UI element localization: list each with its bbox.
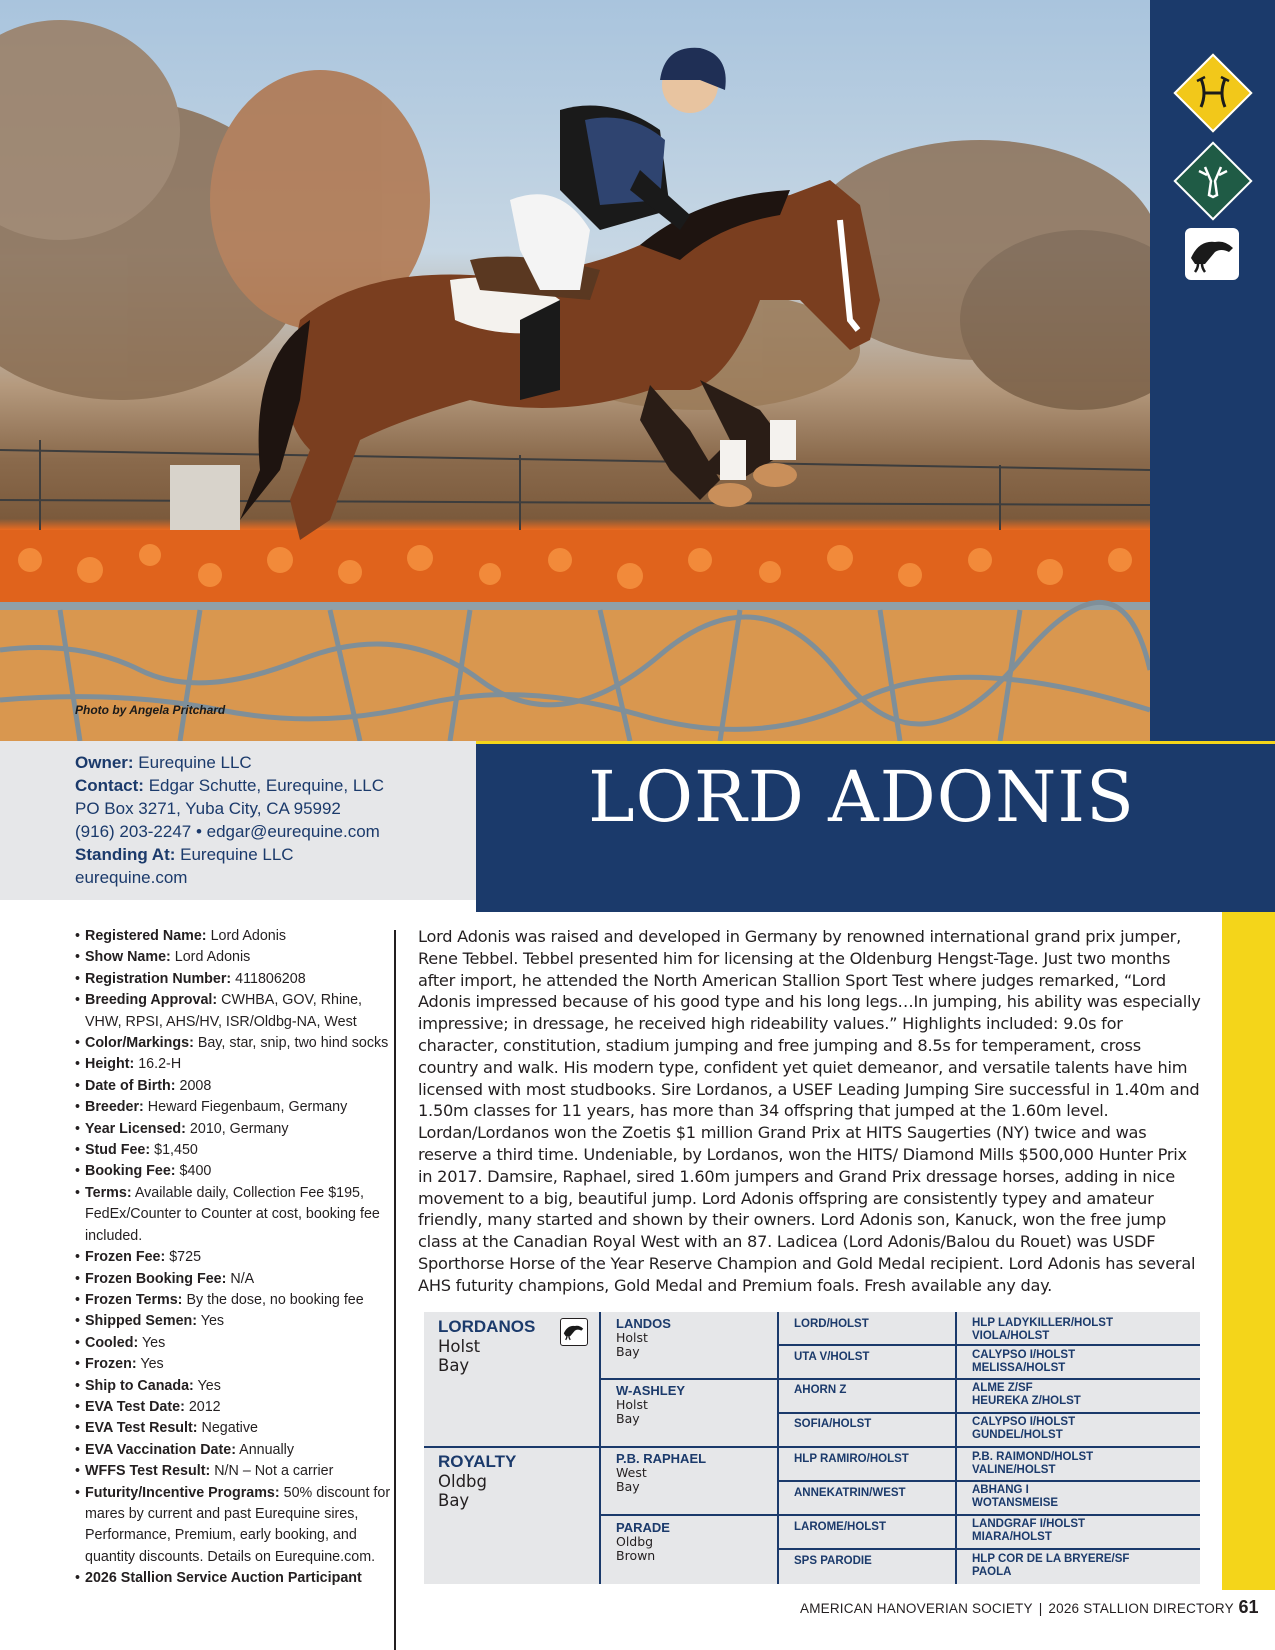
stat-item (75, 1333, 395, 1354)
gen4-sire: HLP LADYKILLER/HOLST (972, 1317, 1113, 1329)
gen4-sire: ALME Z/SF (972, 1382, 1033, 1394)
website-link[interactable]: eurequine.com (75, 868, 188, 887)
gen4-dam: VIOLA/HOLST (972, 1330, 1050, 1342)
pedigree-gen2-1 (616, 1316, 671, 1359)
stat-label: Futurity/Incentive Programs: (85, 1484, 280, 1501)
pedigree-divider (955, 1312, 957, 1584)
pedigree-dam (438, 1452, 516, 1510)
contact-value: Edgar Schutte, Eurequine, LLC (148, 776, 385, 795)
stat-value: 16.2-H (138, 1056, 182, 1073)
pedigree-divider (599, 1312, 601, 1584)
sire-breed: Holst (438, 1337, 481, 1356)
stat-value: N/N – Not a carrier (214, 1463, 334, 1480)
stat-item (75, 1354, 395, 1375)
stat-item (75, 1161, 395, 1182)
stat-value: Negative (201, 1420, 258, 1437)
gen4-dam: GUNDEL/HOLST (972, 1429, 1063, 1441)
stat-label: 2026 Stallion Service Auction Participant (85, 1570, 362, 1587)
stat-item (75, 969, 395, 990)
gen3-name: LORD/HOLST (794, 1318, 869, 1330)
gen2-breed: West (616, 1465, 647, 1480)
pedigree-gen3-7 (794, 1521, 886, 1534)
gen4-sire: CALYPSO I/HOLST (972, 1416, 1076, 1428)
pedigree-divider (778, 1412, 1200, 1414)
gen2-breed: Holst (616, 1397, 648, 1412)
pedigree-chart (424, 1312, 1200, 1584)
pedigree-gen4-7 (972, 1518, 1085, 1544)
pedigree-gen3-5 (794, 1453, 909, 1466)
pedigree-gen4-4 (972, 1416, 1075, 1442)
photo-credit: Photo by Angela Pritchard (75, 703, 226, 717)
pedigree-gen4-5 (972, 1451, 1093, 1477)
stat-label: WFFS Test Result: (85, 1463, 211, 1480)
contact-label: Contact: (75, 776, 144, 795)
pedigree-gen4-8 (972, 1553, 1129, 1579)
gen4-sire: CALYPSO I/HOLST (972, 1349, 1076, 1361)
pedigree-divider (424, 1446, 1200, 1448)
stat-value: 411806208 (235, 970, 306, 987)
pedigree-gen3-8 (794, 1555, 872, 1568)
gen2-color: Bay (616, 1479, 640, 1494)
stat-value: $725 (169, 1249, 202, 1266)
stat-label: Year Licensed: (85, 1120, 186, 1137)
gen4-dam: PAOLA (972, 1566, 1012, 1578)
stat-label: Ship to Canada: (85, 1377, 194, 1394)
stat-value: Bay, star, snip, two hind socks (197, 1035, 389, 1052)
gen2-name: LANDOS (616, 1316, 671, 1331)
stat-label: Booking Fee: (85, 1163, 176, 1180)
stone-wall (0, 602, 1150, 741)
stat-value: CWHBA, GOV, Rhine, VHW, RPSI, AHS/HV, ISR/Oldbg-NA, West (85, 992, 363, 1030)
sire-color: Bay (438, 1356, 470, 1375)
gen3-name: SPS PARODIE (794, 1555, 872, 1567)
pedigree-gen4-6 (972, 1484, 1058, 1510)
contact-panel (0, 741, 476, 900)
pedigree-sire (438, 1317, 535, 1375)
stat-value: Lord Adonis (174, 949, 251, 966)
gen3-name: HLP RAMIRO/HOLST (794, 1453, 909, 1465)
phone-email[interactable]: (916) 203-2247 • edgar@eurequine.com (75, 822, 380, 841)
gen3-name: UTA V/HOLST (794, 1351, 870, 1363)
gen3-name: SOFIA/HOLST (794, 1418, 872, 1430)
stat-item (75, 1397, 395, 1418)
stat-item (75, 1183, 395, 1247)
footer-separator: | (1038, 1601, 1043, 1616)
stat-value: 50% discount for mares by current and past Eurequine sires, Performance, Premium, early booking, and quantity discounts. Details on Eurequine.com. (85, 1484, 391, 1565)
stat-label: Show Name: (85, 949, 171, 966)
stat-item (75, 1269, 395, 1290)
gen4-dam: MIARA/HOLST (972, 1531, 1052, 1543)
pedigree-gen4-2 (972, 1349, 1075, 1375)
standing-line (75, 843, 476, 866)
pedigree-gen2-3 (616, 1451, 706, 1494)
gen2-color: Bay (616, 1344, 640, 1359)
stat-value: $1,450 (154, 1142, 198, 1159)
stat-label: Frozen Terms: (85, 1291, 183, 1308)
stat-label: Cooled: (85, 1334, 139, 1351)
pedigree-gen3-6 (794, 1487, 906, 1500)
owner-label: Owner: (75, 753, 134, 772)
stat-item (75, 1461, 395, 1482)
gen4-dam: VALINE/HOLST (972, 1464, 1056, 1476)
owner-value: Eurequine LLC (138, 753, 252, 772)
stat-label: EVA Test Date: (85, 1398, 185, 1415)
gen4-dam: WOTANSMEISE (972, 1497, 1059, 1509)
gen3-name: ANNEKATRIN/WEST (794, 1487, 906, 1499)
dam-breed: Oldbg (438, 1472, 487, 1491)
gen4-sire: LANDGRAF I/HOLST (972, 1518, 1086, 1530)
stat-label: Frozen Booking Fee: (85, 1270, 227, 1287)
dam-color: Bay (438, 1491, 470, 1510)
stat-value: 2010, Germany (189, 1120, 289, 1137)
footer-society: AMERICAN HANOVERIAN SOCIETY (800, 1601, 1033, 1616)
gen3-name: LAROME/HOLST (794, 1521, 886, 1533)
flower-bed (0, 530, 1150, 605)
stat-value: Yes (200, 1313, 225, 1330)
stat-value: Yes (140, 1356, 164, 1373)
stat-item (75, 1418, 395, 1439)
gen3-name: AHORN Z (794, 1384, 847, 1396)
stat-value: N/A (230, 1270, 255, 1287)
stat-value: Yes (197, 1377, 221, 1394)
stat-label: Frozen Fee: (85, 1249, 166, 1266)
column-divider (394, 930, 396, 1650)
stat-label: Color/Markings: (85, 1035, 194, 1052)
stat-item (75, 926, 395, 947)
stallion-name: LORD ADONIS (588, 756, 1135, 838)
gen2-name: P.B. RAPHAEL (616, 1451, 707, 1466)
stat-item (75, 1247, 395, 1268)
stallion-photo (0, 0, 1150, 741)
gen2-color: Bay (616, 1411, 640, 1426)
stat-item (75, 1376, 395, 1397)
pedigree-gen4-1 (972, 1317, 1113, 1343)
stat-label: Registered Name: (85, 928, 207, 944)
stat-item (75, 1290, 395, 1311)
stat-item (75, 1033, 395, 1054)
stat-item (75, 1076, 395, 1097)
stat-item (75, 1311, 395, 1332)
stat-label: Frozen: (85, 1356, 137, 1373)
stat-item (75, 1054, 395, 1075)
description: Lord Adonis was raised and developed in Germany by renowned international grand prix jumper, Rene Tebbel. Tebbel presented him for licensing at the Oldenburg Hengst-Tage. Just two months after import, he attended the North American Stallion Sport Test where judges remarked, “Lord Adonis impressed because of his good type and his long legs…In jumping, his ability was especially impressive; in dressage, he received high rideability values.” Highlights included: 9.0s for character, constitution, stadium jumping and free jumping and 8.5s for temperament, cross country and walk. His modern type, confident yet quiet demeanor, and versatile talents have him licensed with most studbooks. Sire Lordanos, a USEF Leading Jumping Sire successful in 1.40m and 1.50m classes for 11 years, has more than 34 offspring that jumped at the 1.60m level. Lordan/Lordanos won the Zoetis $1 million Grand Prix at HITS Saugerties (NY) twice and was reserve a third time. Undeniable, by Lordanos, won the HITS/ Diamond Mills $500,000 Hunter Prix in 2017. Damsire, Raphael, sired 1.60m jumpers and Grand Prix dressage horses, adding in nice movement to a big, beautiful jump. Lord Adonis offspring are consistently typey and amateur friendly, many started and shown by their owners. Lord Adonis son, Kanuck, won the free jump class at the Canadian Royal West with an 87. Ladicea (Lord Adonis/Balou du Rouet) was USDF Sporthorse Horse of the Year Reserve Champion and Gold Medal recipient. Lord Adonis has several AHS futurity champions, Gold Medal and Premium foals. Fresh available any day. (418, 927, 1201, 1295)
pedigree-gen3-4 (794, 1418, 871, 1431)
pedigree-gen2-4 (616, 1520, 670, 1563)
standing-label: Standing At: (75, 845, 176, 864)
address: PO Box 3271, Yuba City, CA 95992 (75, 799, 341, 818)
stallion-stats (75, 926, 395, 1590)
stat-value: 2008 (179, 1077, 212, 1094)
gen4-sire: ABHANG I (972, 1484, 1029, 1496)
contact-line (75, 774, 476, 797)
stat-item (75, 1568, 395, 1589)
stat-item (75, 990, 395, 1033)
gen4-sire: HLP COR DE LA BRYERE/SF (972, 1553, 1130, 1565)
jumping-horse-icon (1183, 226, 1241, 282)
stat-label: EVA Vaccination Date: (85, 1441, 236, 1458)
gen2-breed: Oldbg (616, 1534, 654, 1549)
pedigree-gen2-2 (616, 1383, 685, 1426)
stat-value: Yes (141, 1334, 166, 1351)
stat-label: Date of Birth: (85, 1077, 176, 1094)
stat-label: Breeding Approval: (85, 992, 218, 1009)
stat-value: 2012 (188, 1398, 221, 1415)
gen4-sire: P.B. RAIMOND/HOLST (972, 1451, 1094, 1463)
stat-value: Heward Fiegenbaum, Germany (147, 1099, 348, 1116)
stat-item (75, 1140, 395, 1161)
stat-value: Lord Adonis (210, 928, 287, 944)
pedigree-divider (778, 1548, 1200, 1550)
stat-label: Shipped Semen: (85, 1313, 198, 1330)
pedigree-divider (778, 1344, 1200, 1346)
jumping-horse-illustration (0, 0, 1150, 741)
yellow-accent-bar (1222, 912, 1275, 1590)
gen4-dam: MELISSA/HOLST (972, 1362, 1066, 1374)
stat-item (75, 1483, 395, 1569)
stat-label: Breeder: (85, 1099, 144, 1116)
stat-item (75, 947, 395, 968)
sire-name: LORDANOS (438, 1317, 536, 1336)
pedigree-gen3-2 (794, 1351, 869, 1364)
title-band (476, 741, 1275, 912)
footer (800, 1601, 1234, 1616)
gen4-dam: HEUREKA Z/HOLST (972, 1395, 1081, 1407)
standing-value: Eurequine LLC (180, 845, 294, 864)
jumping-horse-icon (560, 1318, 588, 1346)
footer-directory: 2026 STALLION DIRECTORY (1048, 1601, 1234, 1616)
stat-label: EVA Test Result: (85, 1420, 198, 1437)
pedigree-divider (778, 1480, 1200, 1482)
stat-item (75, 1097, 395, 1118)
stat-value: $400 (179, 1163, 212, 1180)
pedigree-gen3-1 (794, 1318, 869, 1331)
stat-value: Available daily, Collection Fee $195, FedEx/Counter to Counter at cost, booking fee included. (85, 1184, 380, 1244)
stat-label: Stud Fee: (85, 1142, 151, 1159)
pedigree-gen4-3 (972, 1382, 1081, 1408)
stat-label: Height: (85, 1056, 135, 1073)
gen2-name: W-ASHLEY (616, 1383, 686, 1398)
pedigree-gen3-3 (794, 1384, 846, 1397)
pedigree-divider (600, 1378, 1200, 1380)
stat-value: Annually (239, 1441, 294, 1458)
pedigree-divider (600, 1514, 1200, 1516)
stat-label: Registration Number: (85, 970, 232, 987)
stat-item (75, 1440, 395, 1461)
pedigree-divider (777, 1312, 779, 1584)
page-number: 61 (1238, 1597, 1259, 1617)
stat-item (75, 1119, 395, 1140)
stat-value: By the dose, no booking fee (186, 1291, 364, 1308)
stat-label: Terms: (85, 1184, 132, 1201)
gen2-name: PARADE (616, 1520, 670, 1535)
dam-name: ROYALTY (438, 1452, 517, 1471)
owner-line (75, 751, 476, 774)
gen2-breed: Holst (616, 1330, 648, 1345)
gen2-color: Brown (616, 1548, 656, 1563)
